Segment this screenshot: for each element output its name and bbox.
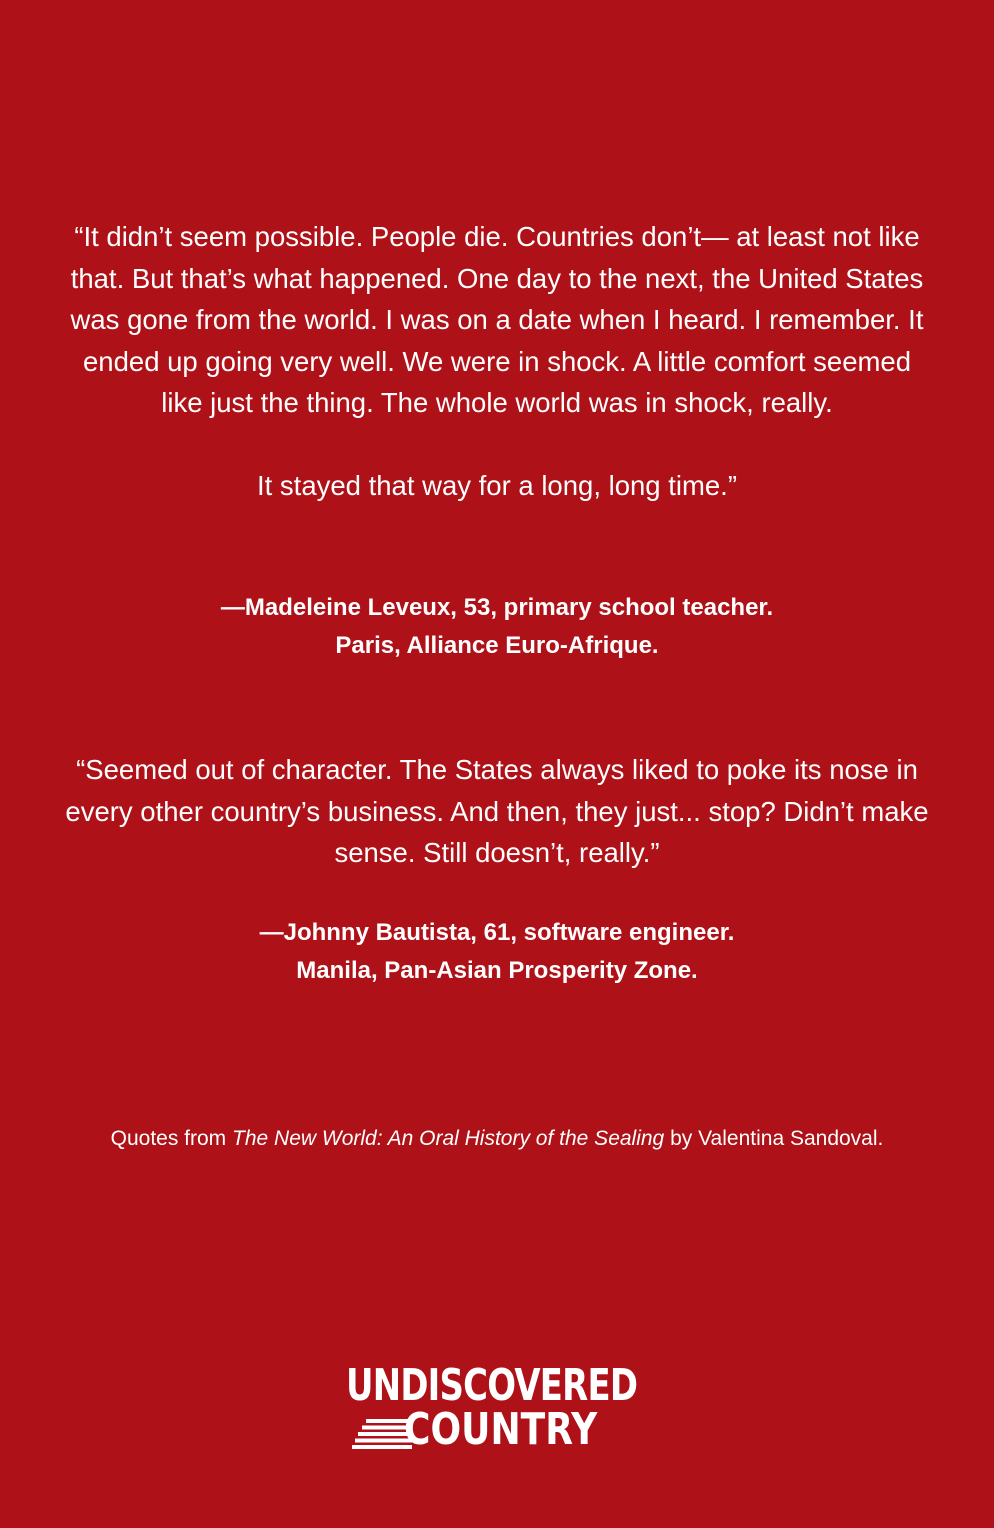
credit-book-title: The New World: An Oral History of the Sealing: [232, 1127, 665, 1150]
quote-2-paragraph-1: “Seemed out of character. The States always liked to poke its nose in every other country’s business. And then, they just... stop? Didn’t make sense. Still doesn’t, really.”: [65, 754, 929, 868]
credit-prefix: Quotes from: [110, 1127, 227, 1150]
logo-line-1: UNDISCOVERED: [346, 1360, 638, 1411]
undiscovered-country-logo: [346, 1360, 650, 1456]
quote-1: [60, 216, 934, 507]
quote-2-attribution: [60, 914, 934, 990]
flag-stripes-icon: [352, 1419, 412, 1449]
attribution-location-line: Paris, Alliance Euro-Afrique.: [335, 632, 659, 659]
quote-1-paragraph-2: It stayed that way for a long, long time.”: [257, 470, 737, 501]
quotes-credit: [20, 1124, 974, 1154]
logo-line-2: COUNTRY: [404, 1404, 598, 1455]
attribution-name-line: —Madeleine Leveux, 53, primary school teacher.: [220, 594, 774, 621]
credit-suffix: by Valentina Sandoval.: [670, 1127, 884, 1150]
attribution-location-line: Manila, Pan-Asian Prosperity Zone.: [296, 957, 698, 984]
attribution-name-line: —Johnny Bautista, 61, software engineer.: [259, 919, 735, 946]
quote-1-attribution: [60, 589, 934, 665]
quote-2: [60, 749, 934, 874]
quote-1-paragraph-1: “It didn’t seem possible. People die. Countries don’t— at least not like that. But that’s what happened. One day to the next, the United States was gone from the world. I was on a date when I heard. I remember. It ended up going very well. We were in shock. A little comfort seemed like just the thing. The whole world was in shock, really.: [70, 221, 924, 418]
